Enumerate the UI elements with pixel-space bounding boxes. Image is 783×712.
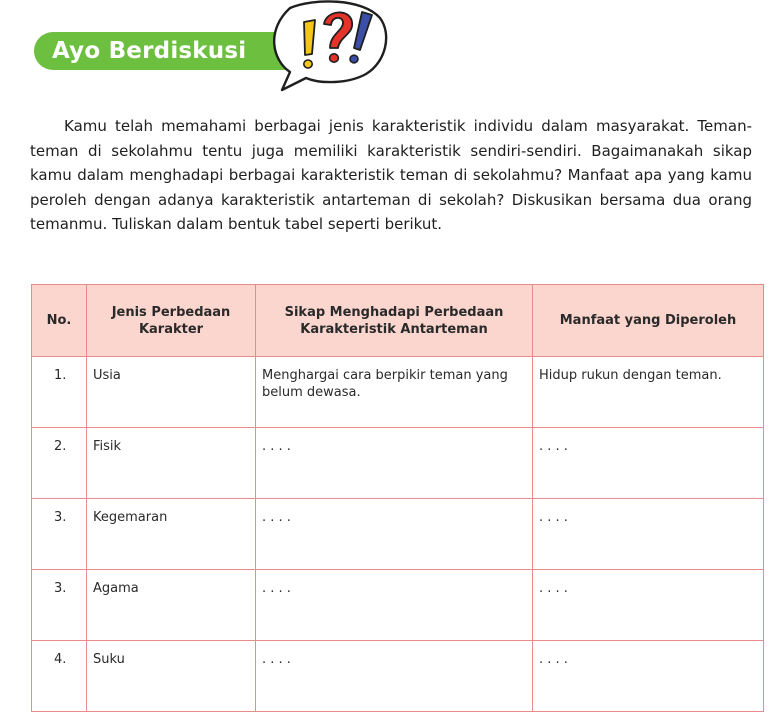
table-row: [32, 570, 764, 641]
section-title: Ayo Berdiskusi: [52, 38, 247, 64]
cell-difference-type: Usia: [87, 357, 256, 428]
cell-attitude: . . . .: [256, 499, 533, 570]
cell-benefit: . . . .: [533, 570, 764, 641]
cell-attitude: . . . .: [256, 428, 533, 499]
cell-difference-type: Suku: [87, 641, 256, 712]
table-row: [32, 357, 764, 428]
cell-benefit: Hidup rukun dengan teman.: [533, 357, 764, 428]
table-row: [32, 641, 764, 712]
table-row: [32, 499, 764, 570]
cell-number: 3.: [32, 499, 87, 570]
cell-difference-type: Kegemaran: [87, 499, 256, 570]
header-number: No.: [32, 285, 87, 357]
cell-benefit: . . . .: [533, 428, 764, 499]
header-attitude: Sikap Menghadapi Perbedaan Karakteristik Antarteman: [256, 285, 533, 357]
cell-difference-type: Agama: [87, 570, 256, 641]
table-header-row: [32, 285, 764, 357]
discussion-table-container: [31, 284, 763, 712]
cell-number: 4.: [32, 641, 87, 712]
cell-number: 3.: [32, 570, 87, 641]
speech-bubble-exclamation-question-icon: [268, 0, 388, 94]
cell-attitude: Menghargai cara berpikir teman yang belum dewasa.: [256, 357, 533, 428]
header-difference-type: Jenis Perbedaan Karakter: [87, 285, 256, 357]
cell-number: 1.: [32, 357, 87, 428]
table-row: [32, 428, 764, 499]
cell-attitude: . . . .: [256, 641, 533, 712]
discussion-table: [31, 284, 764, 712]
section-banner: [34, 32, 292, 70]
instruction-paragraph: Kamu telah memahami berbagai jenis karakteristik individu dalam masyarakat. Teman-teman di sekolahmu tentu juga memiliki karakteristik sendiri-sendiri. Bagaimanakah sikap kamu dalam menghadapi berbagai karakteristik teman di sekolahmu? Manfaat apa yang kamu peroleh dengan adanya karakteristik antarteman di sekolah? Diskusikan bersama dua orang temanmu. Tuliskan dalam bentuk tabel seperti berikut.: [30, 117, 752, 234]
header-benefit: Manfaat yang Diperoleh: [533, 285, 764, 357]
cell-benefit: . . . .: [533, 499, 764, 570]
cell-attitude: . . . .: [256, 570, 533, 641]
cell-benefit: . . . .: [533, 641, 764, 712]
cell-number: 2.: [32, 428, 87, 499]
cell-difference-type: Fisik: [87, 428, 256, 499]
